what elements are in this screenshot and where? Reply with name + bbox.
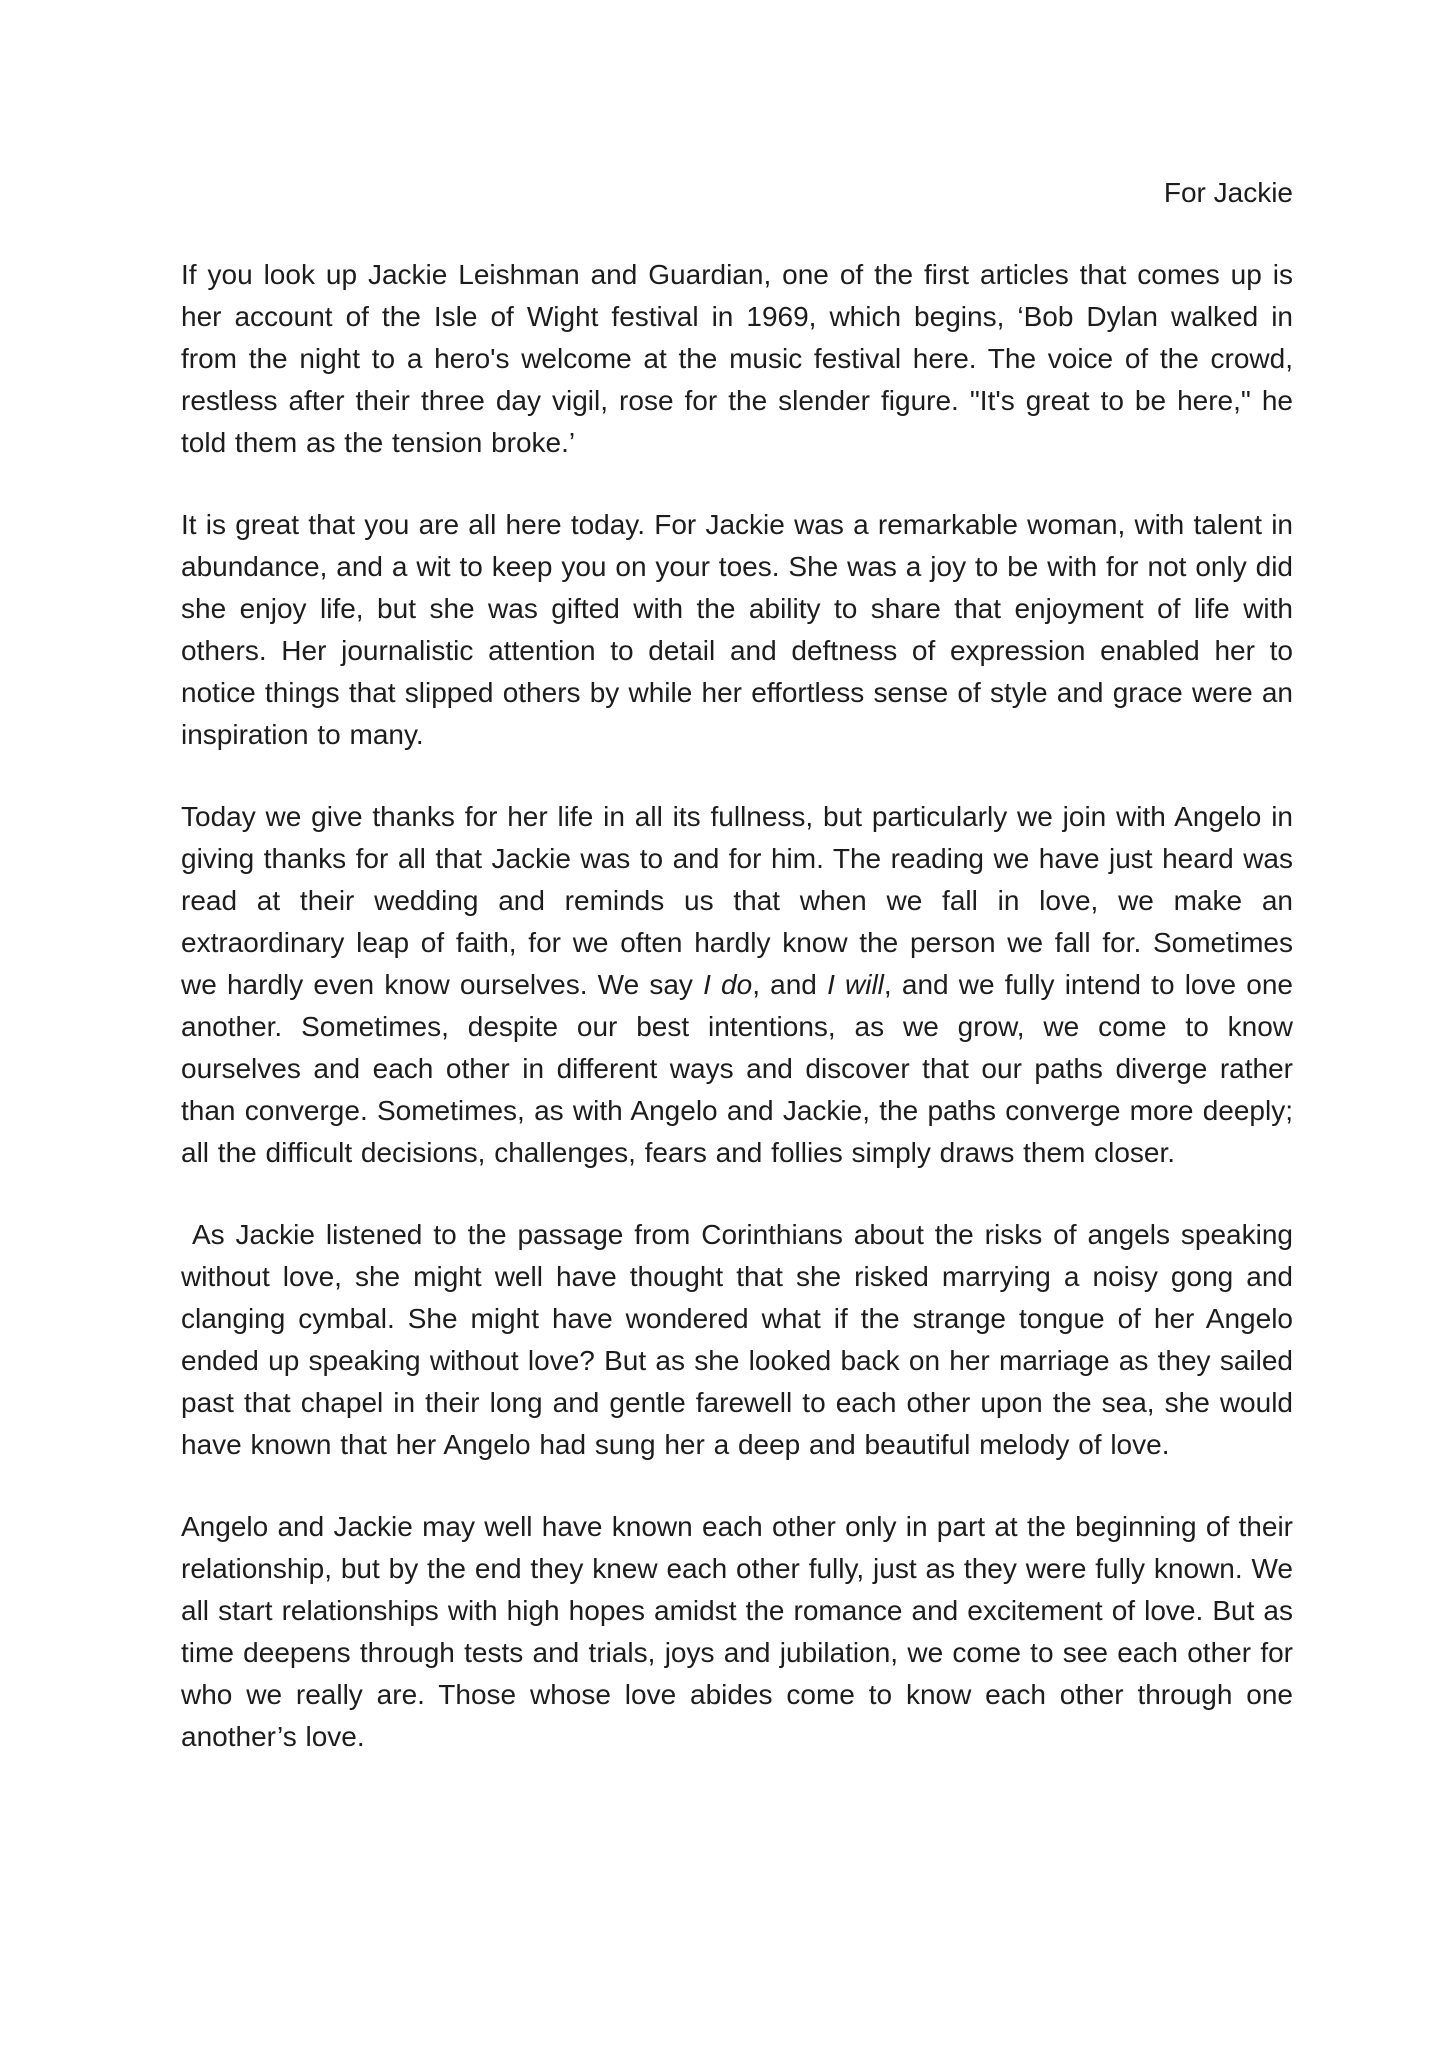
text-run: , and we fully intend to love one another. Sometimes, despite our best intentions, as we grow, we come to know ourselves and each other in different ways and discover that our paths diverge rather than converge. Sometimes, as with Angelo and Jackie, the paths converge more deeply; all the difficult decisions, challenges, fears and follies simply draws them closer.	[181, 969, 1293, 1168]
text-run: Angelo and Jackie may well have known each other only in part at the beginning of their relationship, but by the end they knew each other fully, just as they were fully known. We all start relationships with high hopes amidst the romance and excitement of love. But as time deepens through tests and trials, joys and jubilation, we come to see each other for who we really are. Those whose love abides come to know each other through one another’s love.	[181, 1511, 1293, 1752]
paragraphs-container	[181, 254, 1293, 1758]
document-title: For Jackie	[1163, 177, 1293, 208]
text-run: As Jackie listened to the passage from Corinthians about the risks of angels speaking without love, she might well have thought that she risked marrying a noisy gong and clanging cymbal. She might have wondered what if the strange tongue of her Angelo ended up speaking without love? But as she looked back on her marriage as they sailed past that chapel in their long and gentle farewell to each other upon the sea, she would have known that her Angelo had sung her a deep and beautiful melody of love.	[181, 1219, 1293, 1460]
paragraph	[181, 504, 1293, 756]
text-run: Today we give thanks for her life in all its fullness, but particularly we join with Angelo in giving thanks for all that Jackie was to and for him. The reading we have just heard was read at their wedding and reminds us that when we fall in love, we make an extraordinary leap of faith, for we often hardly know the person we fall for. Sometimes we hardly even know ourselves. We say	[181, 801, 1293, 1000]
paragraph	[181, 254, 1293, 464]
paragraph	[181, 1214, 1293, 1466]
text-run: , and	[752, 969, 828, 1000]
italic-text-run: I will	[827, 969, 884, 1000]
italic-text-run: I do	[703, 969, 753, 1000]
text-run: If you look up Jackie Leishman and Guardian, one of the first articles that comes up is her account of the Isle of Wight festival in 1969, which begins, ‘Bob Dylan walked in from the night to a hero's welcome at the music festival here. The voice of the crowd, restless after their three day vigil, rose for the slender figure. "It's great to be here," he told them as the tension broke.’	[181, 259, 1293, 458]
paragraph	[181, 796, 1293, 1174]
text-run: It is great that you are all here today. For Jackie was a remarkable woman, with talent in abundance, and a wit to keep you on your toes. She was a joy to be with for not only did she enjoy life, but she was gifted with the ability to share that enjoyment of life with others. Her journalistic attention to detail and deftness of expression enabled her to notice things that slipped others by while her effortless sense of style and grace were an inspiration to many.	[181, 509, 1293, 750]
paragraph	[181, 1506, 1293, 1758]
document-content	[181, 172, 1293, 1758]
